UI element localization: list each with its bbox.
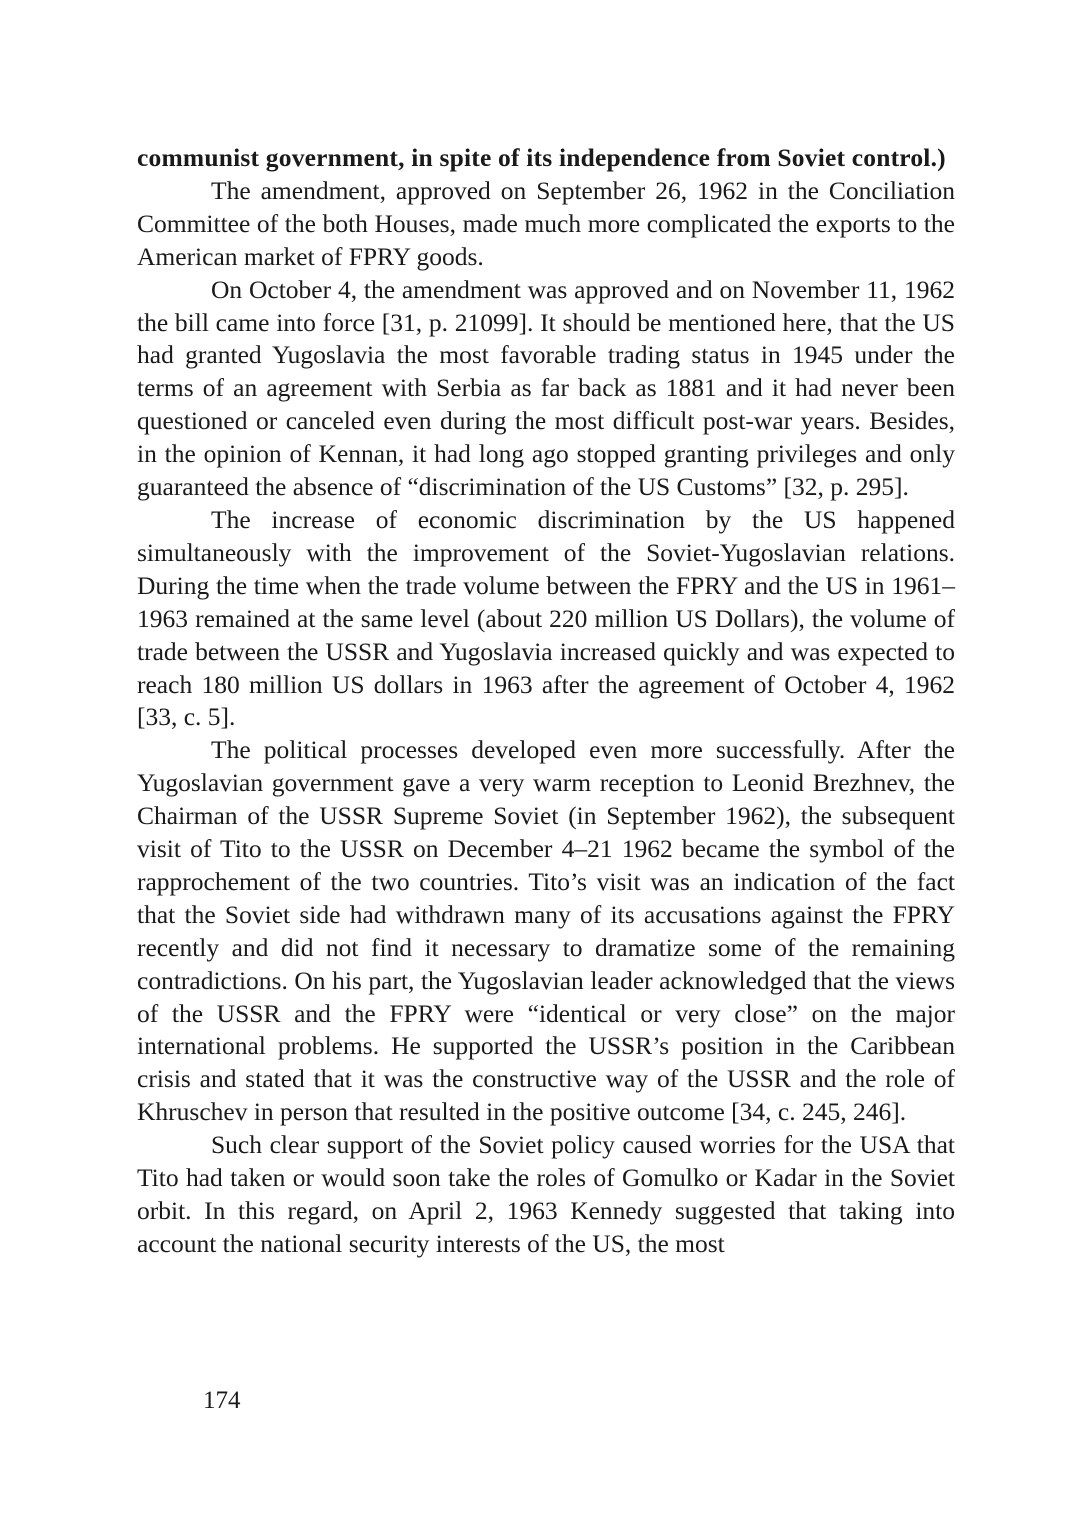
paragraph-economic-discrimination: The increase of economic discrimination by the US happened simultaneously with the improvement of the Soviet-Yugoslavian relations. During the time when the trade volume between the FPRY and the US in 1961–1963 remained at the same level (about 220 million US Dollars), the volume of trade between the USSR and Yugoslavia increased quickly and was expected to reach 180 million US dollars in 1963 after the agreement of October 4, 1962 [33, c. 5]. [137,504,955,732]
paragraph-soviet-policy-support: Such clear support of the Soviet policy caused worries for the USA that Tito had taken or would soon take the roles of Gomulko or Kadar in the Soviet orbit. In this regard, on April 2, 1963 Kennedy suggested that taking into account the national security interests of the US, the most [137,1130,955,1258]
body-text [137,142,955,1261]
page-number: 174 [203,1387,241,1414]
paragraph-political-processes: The political processes developed even more successfully. After the Yugoslavian government gave a very warm reception to Leonid Brezhnev, the Chairman of the USSR Supreme Soviet (in September 1962), the subsequent visit of Tito to the USSR on December 4–21 1962 became the symbol of the rapprochement of the two countries. Tito’s visit was an indication of the fact that the Soviet side had withdrawn many of its accusations against the FPRY recently and did not find it necessary to dramatize some of the remaining contradictions. On his part, the Yugoslavian leader acknowledged that the views of the USSR and the FPRY were “identical or very close” on the major international problems. He supported the USSR’s position in the Caribbean crisis and stated that it was the constructive way of the USSR and the role of Khruschev in person that resulted in the positive outcome [34, c. 245, 246]. [137,735,955,1127]
paragraph-amendment: The amendment, approved on September 26, 1962 in the Conciliation Committee of the both Houses, made much more complicated the exports to the American market of FPRY goods. [137,175,955,271]
paragraph-october-4: On October 4, the amendment was approved and on November 11, 1962 the bill came into force [31, p. 21099]. It should be mentioned here, that the US had granted Yugoslavia the most favorable trading status in 1945 under the terms of an agreement with Serbia as far back as 1881 and it had never been questioned or canceled even during the most difficult post-war years. Besides, in the opinion of Kennan, it had long ago stopped granting privileges and only guaranteed the absence of “discrimination of the US Customs” [32, p. 295]. [137,274,955,502]
bold-lead-paragraph: communist government, in spite of its independence from Soviet control.) [137,143,946,172]
